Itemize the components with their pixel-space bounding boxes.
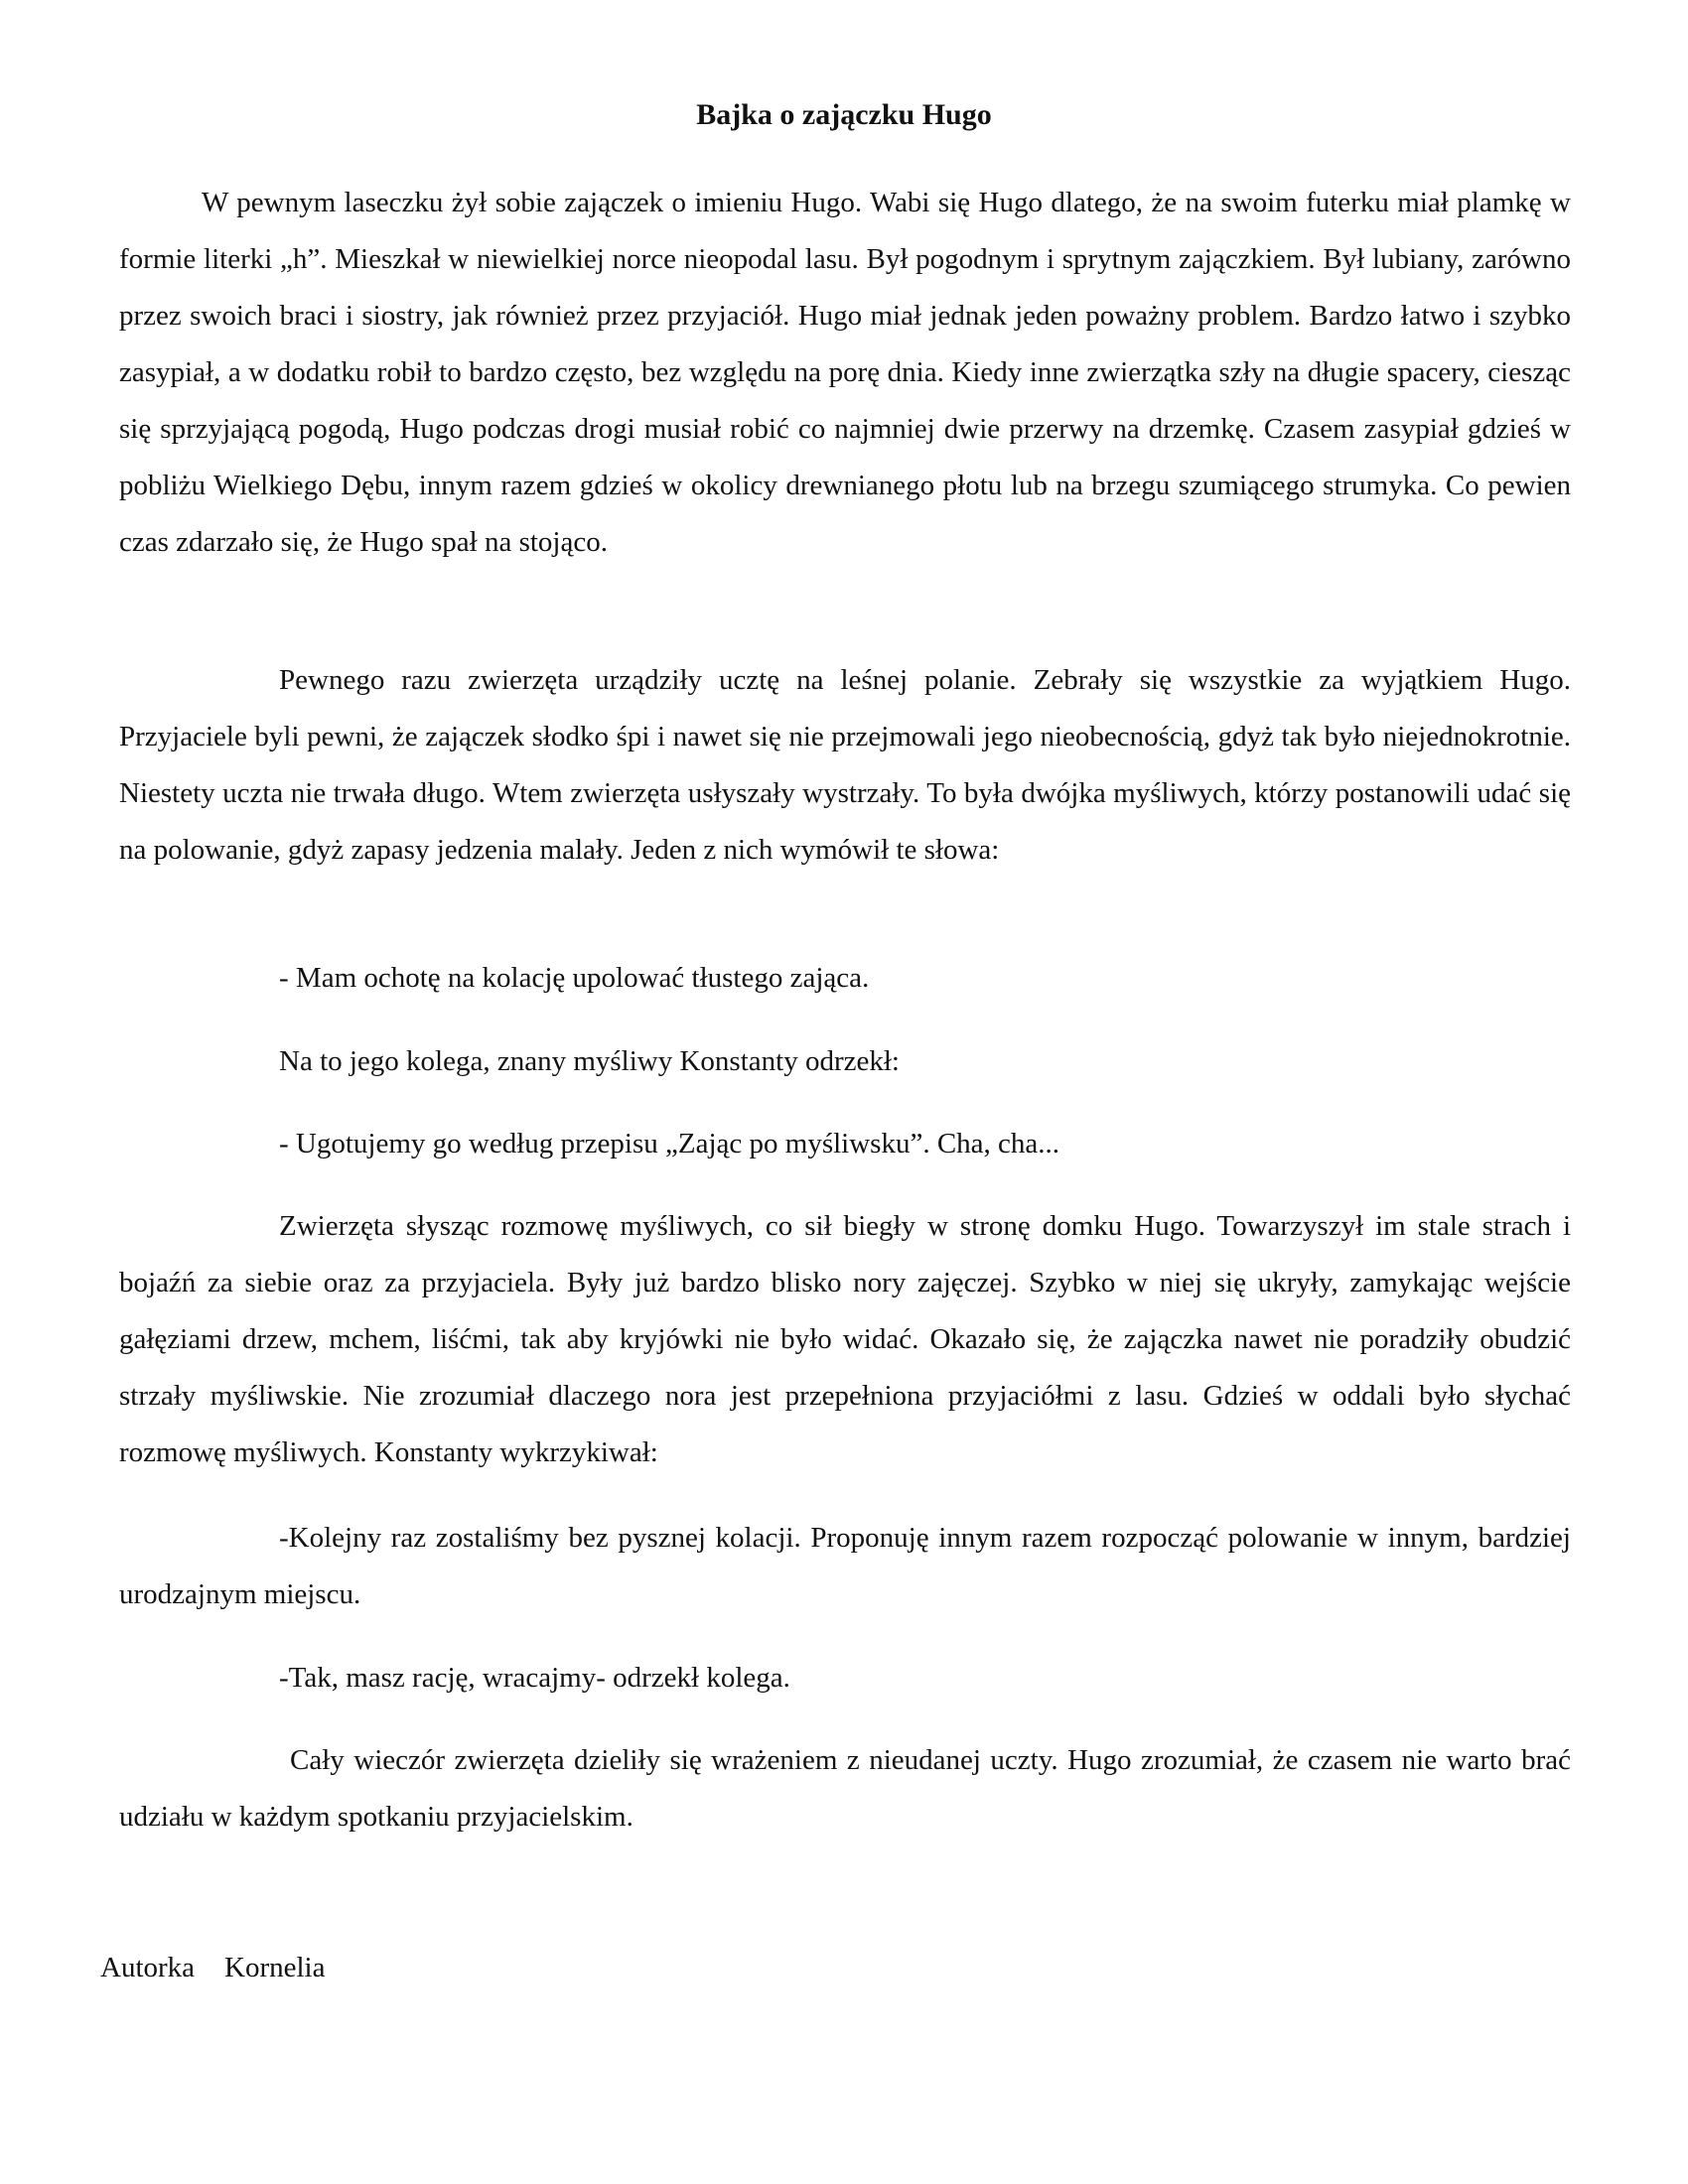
paragraph-hiding: Zwierzęta słysząc rozmowę myśliwych, co sił biegły w stronę domku Hugo. Towarzyszył im stale strach i bojaźń za siebie oraz za przyjaciela. Były już bardzo blisko nory zajęczej. Szybko w niej się ukryły, zamykając wejście gałęziami drzew, mchem, liśćmi, tak aby kryjówki nie było widać. Okazało się, że zajączka nawet nie poradziły obudzić strzały myśliwskie. Nie zrozumiał dlaczego nora jest przepełniona przyjaciółmi z lasu. Gdzieś w oddali było słychać rozmowę myśliwych. Konstanty wykrzykiwał:	[119, 1210, 1571, 1468]
narration-reply: Na to jego kolega, znany myśliwy Konstanty odrzekł:	[279, 1045, 900, 1077]
paragraph-intro: W pewnym laseczku żył sobie zajączek o imieniu Hugo. Wabi się Hugo dlatego, że na swoim futerku miał plamkę w formie literki „h”. Mieszkał w niewielkiej norce nieopodal lasu. Był pogodnym i sprytnym zajączkiem. Był lubiany, zarówno przez swoich braci i siostry, jak również przez przyjaciół. Hugo miał jednak jeden poważny problem. Bardzo łatwo i szybko zasypiał, a w dodatku robił to bardzo często, bez względu na porę dnia. Kiedy inne zwierzątka szły na długie spacery, ciesząc się sprzyjającą pogodą, Hugo podczas drogi musiał robić co najmniej dwie przerwy na drzemkę. Czasem zasypiał gdzieś w pobliżu Wielkiego Dębu, innym razem gdzieś w okolicy drewnianego płotu lub na brzegu szumiącego strumyka. Co pewien czas zdarzało się, że Hugo spał na stojąco.	[119, 187, 1571, 558]
paragraph-feast: Pewnego razu zwierzęta urządziły ucztę na leśnej polanie. Zebrały się wszystkie za wyjątkiem Hugo. Przyjaciele byli pewni, że zajączek słodko śpi i nawet się nie przejmowali jego nieobecnością, gdyż tak było niejednokrotnie. Niestety uczta nie trwała długo. Wtem zwierzęta usłyszały wystrzały. To była dwójka myśliwych, którzy postanowili udać się na polowanie, gdyż zapasy jedzenia malały. Jeden z nich wymówił te słowa:	[119, 664, 1571, 866]
dialogue-konstanty: - Ugotujemy go według przepisu „Zając po myśliwsku”. Cha, cha...	[279, 1128, 1060, 1160]
dialogue-hunter-1: - Mam ochotę na kolację upolować tłustego zająca.	[279, 962, 870, 994]
dialogue-colleague: -Tak, masz rację, wracajmy- odrzekł kolega.	[279, 1662, 790, 1694]
dialogue-konstanty-2: -Kolejny raz zostaliśmy bez pysznej kolacji. Proponuję innym razem rozpocząć polowanie w innym, bardziej urodzajnym miejscu.	[119, 1522, 1571, 1610]
author-name: Kornelia	[224, 1952, 326, 1983]
author-label: Autorka	[100, 1952, 196, 1983]
author-line	[100, 1948, 326, 1987]
paragraph-moral: Cały wieczór zwierzęta dzieliły się wrażeniem z nieudanej uczty. Hugo zrozumiał, że czasem nie warto brać udziału w każdym spotkaniu przyjacielskim.	[119, 1744, 1571, 1833]
document-title: Bajka o zajączku Hugo	[696, 98, 992, 131]
